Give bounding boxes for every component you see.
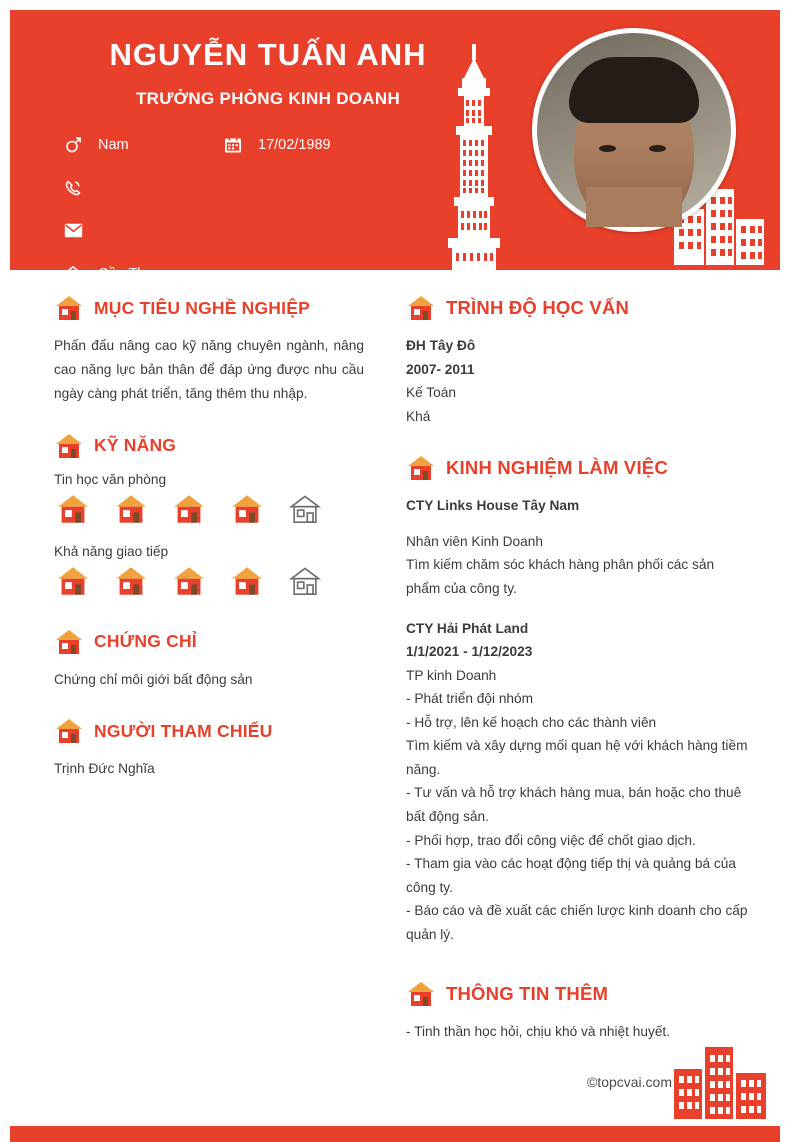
footer-bar [10, 1126, 780, 1142]
email-icon [60, 220, 86, 242]
section-skills-head [54, 432, 364, 460]
contact-phone [60, 177, 220, 199]
house-icon [54, 628, 84, 656]
avatar-hair [569, 57, 699, 123]
watermark: ©topcvai.com [586, 1074, 672, 1090]
rating-house-filled [54, 565, 92, 602]
section-more-info [406, 980, 752, 1044]
contact-row-3 [60, 216, 460, 245]
left-column [10, 294, 388, 1070]
objective-body: Phấn đấu nâng cao kỹ năng chuyên ngành, nâng cao năng lực bản thân để đáp ứng được nhu cầu ngày càng phát triển, tăng thêm thu nhập. [54, 338, 364, 401]
rating-house-filled [170, 565, 208, 602]
calendar-icon [220, 134, 246, 156]
job-period: 1/1/2021 - 1/12/2023 [406, 644, 533, 660]
job-detail: Tìm kiếm và xây dựng mối quan hệ với khách hàng tiềm năng. [406, 738, 748, 777]
education-grade: Khá [406, 408, 431, 424]
avatar-eye-right [649, 145, 666, 152]
rating-house-filled [112, 565, 150, 602]
contact-birthday [220, 134, 331, 156]
rating-house-filled [112, 493, 150, 530]
avatar-image [537, 33, 731, 227]
gender-icon [60, 134, 86, 156]
contact-info [60, 130, 460, 302]
section-certificates [54, 628, 364, 692]
contact-row-2 [60, 173, 460, 202]
job-detail: - Phối hợp, trao đổi công việc để chốt giao dịch. [406, 832, 696, 848]
house-icon [54, 432, 84, 460]
experience-job [406, 617, 752, 947]
job-detail: - Tư vấn và hỗ trợ khách hàng mua, bán hoặc cho thuê bất động sản. [406, 785, 742, 824]
more-info-item: - Tinh thần học hỏi, chịu khó và nhiệt huyết. [406, 1024, 671, 1040]
home-icon [60, 263, 86, 285]
rating-house-filled [228, 565, 266, 602]
house-icon [406, 980, 436, 1008]
skill-label: Tin học văn phòng [54, 471, 167, 487]
job-detail: - Báo cáo và đề xuất các chiến lược kinh doanh cho cấp quản lý. [406, 903, 748, 942]
section-reference-title: NGƯỜI THAM CHIẾU [94, 720, 273, 741]
rating-house-empty [286, 493, 324, 530]
candidate-name: NGUYỄN TUẤN ANH [109, 37, 427, 72]
phone-icon [60, 177, 86, 199]
footer-building-icon [674, 1043, 768, 1124]
gender-value: Nam [98, 136, 129, 153]
section-skills [54, 432, 364, 602]
right-column [388, 294, 780, 1070]
house-icon [54, 717, 84, 745]
skill-rating [54, 493, 364, 530]
section-certificates-title: CHỨNG CHỈ [94, 631, 197, 652]
job-role: Nhân viên Kinh Doanh [406, 533, 543, 549]
rating-house-filled [228, 493, 266, 530]
rating-house-filled [170, 493, 208, 530]
birthday-value: 17/02/1989 [258, 136, 331, 153]
education-school: ĐH Tây Đô [406, 338, 476, 353]
avatar [532, 28, 736, 232]
contact-gender [60, 134, 220, 156]
contact-address [60, 263, 220, 285]
job-role: TP kinh Doanh [406, 667, 497, 683]
section-experience [406, 454, 752, 946]
cv-header [10, 10, 780, 282]
job-company: CTY Hải Phát Land [406, 620, 529, 636]
education-major: Kế Toán [406, 385, 456, 401]
house-icon [406, 454, 436, 482]
rating-house-empty [286, 565, 324, 602]
section-objective [54, 294, 364, 406]
reference-item: Trịnh Đức Nghĩa [54, 761, 155, 777]
spacer [406, 605, 752, 617]
skill-rating [54, 565, 364, 602]
section-more-info-title: THÔNG TIN THÊM [446, 983, 609, 1005]
spacer [406, 518, 752, 530]
job-detail: - Phát triển đội nhóm [406, 691, 534, 707]
section-education [406, 294, 752, 428]
header-text [58, 36, 478, 109]
section-certificates-head [54, 628, 364, 656]
experience-job [406, 494, 752, 600]
cv-body [10, 270, 780, 1070]
contact-row-4 [60, 259, 460, 288]
section-reference [54, 717, 364, 781]
job-detail: - Hỗ trợ, lên kế hoạch cho các thành viên [406, 714, 657, 730]
avatar-neck [586, 187, 682, 227]
section-experience-title: KINH NGHIỆM LÀM VIỆC [446, 457, 668, 479]
candidate-job-title: TRƯỞNG PHÒNG KINH DOANH [135, 88, 401, 108]
rating-house-filled [54, 493, 92, 530]
contact-email [60, 220, 220, 242]
section-skills-title: KỸ NĂNG [94, 435, 177, 456]
job-company: CTY Links House Tây Nam [406, 498, 580, 514]
skill-label: Khả năng giao tiếp [54, 543, 169, 559]
job-detail: - Tham gia vào các hoạt động tiếp thị và quảng bá của công ty. [406, 856, 736, 895]
section-objective-title: MỤC TIÊU NGHỀ NGHIỆP [94, 297, 310, 318]
section-more-info-head [406, 980, 752, 1008]
contact-row-1 [60, 130, 460, 159]
avatar-eye-left [599, 145, 616, 152]
certificate-item: Chứng chỉ môi giới bất động sản [54, 671, 253, 687]
section-education-title: TRÌNH ĐỘ HỌC VẤN [446, 297, 630, 318]
job-detail: Tìm kiếm chăm sóc khách hàng phân phối các sản phẩm của công ty. [406, 557, 715, 596]
education-years: 2007- 2011 [406, 361, 475, 377]
section-experience-head [406, 454, 752, 482]
address-value: Cần Thơ [98, 265, 155, 282]
section-reference-head [54, 717, 364, 745]
